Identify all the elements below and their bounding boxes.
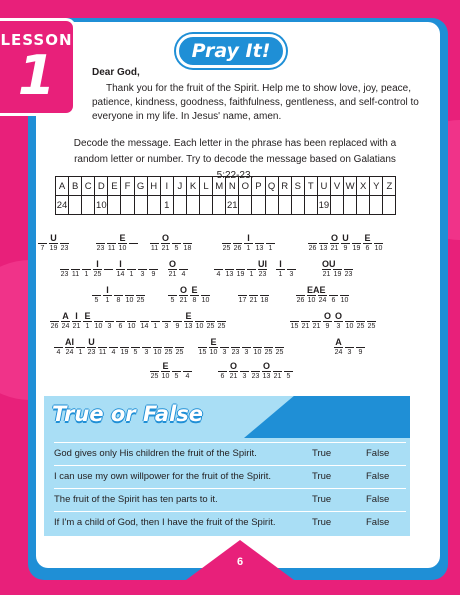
key-letter-cell: V — [330, 177, 343, 196]
code-number: 24 — [334, 349, 343, 356]
code-number: 25 — [164, 349, 173, 356]
code-number: 21 — [249, 297, 258, 304]
puzzle-word — [322, 258, 355, 280]
code-number: 1 — [84, 271, 89, 278]
code-number: 17 — [238, 297, 247, 304]
code-number: 23 — [60, 245, 69, 252]
code-number: 13 — [319, 245, 328, 252]
false-option[interactable]: False — [366, 471, 390, 482]
true-false-panel — [44, 396, 410, 536]
puzzle-word — [54, 336, 186, 358]
code-number: 10 — [209, 349, 218, 356]
code-number — [104, 270, 113, 280]
code-number: 8 — [116, 297, 121, 304]
key-code-cell[interactable] — [69, 196, 82, 215]
answer-blank[interactable]: U — [50, 233, 57, 243]
statement-text: God gives only His children the fruit of the Spirit. — [54, 448, 257, 459]
code-number: 25 — [222, 245, 231, 252]
code-number: 1 — [246, 245, 251, 252]
code-number: 23 — [96, 245, 105, 252]
key-code-cell[interactable] — [121, 196, 134, 215]
code-number: 21 — [322, 271, 331, 278]
answer-blank[interactable]: I — [244, 233, 253, 244]
code-number: 10 — [307, 297, 316, 304]
code-number: 21 — [273, 373, 282, 380]
code-number: 5 — [133, 349, 138, 356]
answer-blank[interactable]: E — [210, 337, 217, 347]
code-number: 15 — [290, 323, 299, 330]
code-number: 10 — [345, 323, 354, 330]
puzzle-word — [38, 232, 71, 254]
answer-blank[interactable]: U — [342, 233, 349, 243]
key-code-cell[interactable] — [344, 196, 357, 215]
code-number: 18 — [260, 297, 269, 304]
true-option[interactable]: True — [312, 471, 332, 482]
code-number: 26 — [233, 245, 242, 252]
code-number: 10 — [201, 297, 210, 304]
key-code-cell[interactable] — [186, 196, 199, 215]
puzzle-word — [334, 336, 367, 358]
code-number: 25 — [136, 297, 145, 304]
code-number: 21 — [301, 323, 310, 330]
answer-blank[interactable]: UI — [258, 259, 267, 269]
code-number: 1 — [268, 245, 273, 252]
key-letter-cell: R — [278, 177, 291, 196]
code-number: 13 — [255, 245, 264, 252]
key-letter-cell: I — [160, 177, 173, 196]
key-letter-cell: B — [69, 177, 82, 196]
key-letter-cell: U — [317, 177, 330, 196]
code-number: 11 — [98, 349, 107, 356]
code-number: 4 — [111, 349, 116, 356]
key-code-cell[interactable] — [173, 196, 186, 215]
puzzle-word — [96, 232, 140, 254]
code-number: 5 — [170, 297, 175, 304]
key-letter-cell: M — [213, 177, 226, 196]
code-number: 21 — [179, 297, 188, 304]
answer-blank[interactable]: O — [168, 259, 176, 269]
key-code-cell[interactable]: 21 — [226, 196, 239, 215]
code-number: 10 — [161, 373, 170, 380]
puzzle-word — [60, 258, 115, 280]
key-code-cell[interactable] — [82, 196, 95, 215]
answer-blank[interactable]: I — [276, 259, 285, 270]
key-letter-cell: T — [304, 177, 317, 196]
code-number: 9 — [358, 349, 363, 356]
code-number: 4 — [185, 373, 190, 380]
statement-text: If I'm a child of God, then I have the fruit of the Spirit. — [54, 517, 276, 528]
answer-blank[interactable]: A — [335, 337, 342, 347]
code-number: 10 — [253, 349, 262, 356]
code-number: 21 — [168, 271, 177, 278]
key-letter-cell: X — [357, 177, 370, 196]
answer-blank[interactable]: O — [262, 361, 270, 371]
code-number: 24 — [65, 349, 74, 356]
puzzle-word — [222, 232, 277, 254]
code-number: 5 — [286, 373, 291, 380]
key-letter-cell: Y — [370, 177, 383, 196]
code-number: 3 — [242, 373, 247, 380]
key-letter-cell: A — [56, 177, 69, 196]
true-false-row — [54, 465, 406, 487]
key-code-cell[interactable]: 1 — [160, 196, 173, 215]
answer-blank[interactable]: O — [334, 311, 342, 321]
code-number: 5 — [174, 373, 179, 380]
code-number: 21 — [330, 245, 339, 252]
key-letter-cell: P — [252, 177, 265, 196]
key-letter-cell: J — [173, 177, 186, 196]
key-code-cell[interactable] — [213, 196, 226, 215]
puzzle-word — [214, 258, 269, 280]
code-number: 10 — [118, 245, 127, 252]
code-number: 1 — [153, 323, 158, 330]
code-number: 3 — [347, 349, 352, 356]
code-number: 1 — [129, 271, 134, 278]
code-number: 21 — [312, 323, 321, 330]
key-letter-cell: N — [226, 177, 239, 196]
key-letter-cell: D — [95, 177, 108, 196]
code-number: 5 — [94, 297, 99, 304]
code-number: 9 — [325, 323, 330, 330]
code-number: 3 — [140, 271, 145, 278]
puzzle-word — [150, 232, 194, 254]
answer-blank[interactable]: U — [88, 337, 95, 347]
answer-blank[interactable]: E — [84, 311, 91, 321]
code-number: 10 — [374, 245, 383, 252]
true-false-row — [54, 511, 406, 533]
answer-blank[interactable]: I — [93, 259, 102, 270]
code-number: 25 — [150, 373, 159, 380]
code-number: 11 — [107, 245, 116, 252]
false-option[interactable]: False — [366, 448, 390, 459]
statement-text: The fruit of the Spirit has ten parts to it. — [54, 494, 218, 505]
key-code-cell[interactable] — [370, 196, 383, 215]
answer-blank[interactable]: O — [229, 361, 237, 371]
cipher-codes-row — [56, 196, 396, 215]
code-number: 18 — [183, 245, 192, 252]
code-number: 1 — [78, 349, 83, 356]
code-number: 13 — [184, 323, 193, 330]
answer-blank[interactable]: O — [323, 311, 331, 321]
key-code-cell[interactable]: 24 — [56, 196, 69, 215]
page-number: 6 — [236, 556, 244, 568]
code-number: 3 — [289, 271, 294, 278]
answer-blank[interactable]: E — [119, 233, 126, 243]
code-number: 11 — [150, 245, 159, 252]
code-number: 25 — [206, 323, 215, 330]
code-number: 23 — [258, 271, 267, 278]
key-code-cell[interactable] — [383, 196, 396, 215]
puzzle-word — [276, 258, 298, 280]
prayer-greeting: Dear God, — [92, 67, 140, 78]
key-code-cell[interactable]: 10 — [95, 196, 108, 215]
code-number: 10 — [340, 297, 349, 304]
code-number: 15 — [198, 349, 207, 356]
key-code-cell[interactable] — [134, 196, 147, 215]
true-option[interactable]: True — [312, 494, 332, 505]
code-number: 21 — [72, 323, 81, 330]
lesson-label: LESSON — [0, 31, 73, 49]
code-number: 19 — [236, 271, 245, 278]
key-code-cell[interactable] — [239, 196, 252, 215]
prayer-body: Thank you for the fruit of the Spirit. Help me to show love, joy, peace, patience, kindness, goodness, faithfulness, gentleness, and self-control to everyone in my life. In Jesus' name, amen. — [92, 83, 419, 122]
code-number: 25 — [93, 271, 102, 278]
key-code-cell[interactable] — [108, 196, 121, 215]
key-letter-cell: E — [108, 177, 121, 196]
key-code-cell[interactable] — [200, 196, 213, 215]
code-number: 19 — [49, 245, 58, 252]
false-option[interactable]: False — [366, 517, 390, 528]
key-code-cell[interactable] — [357, 196, 370, 215]
puzzle-word — [290, 310, 378, 332]
puzzle-word — [168, 284, 212, 306]
true-option[interactable]: True — [312, 517, 332, 528]
key-letter-cell: F — [121, 177, 134, 196]
code-number: 26 — [308, 245, 317, 252]
true-false-row — [54, 442, 406, 464]
code-number: 19 — [352, 245, 361, 252]
code-number: 3 — [144, 349, 149, 356]
true-option[interactable]: True — [312, 448, 332, 459]
code-number: 25 — [356, 323, 365, 330]
answer-blank[interactable]: EA — [307, 285, 320, 295]
answer-blank[interactable]: E — [185, 311, 192, 321]
code-number: 24 — [318, 297, 327, 304]
answer-blank[interactable]: I — [116, 259, 125, 270]
code-number: 3 — [164, 323, 169, 330]
key-letter-cell: Q — [265, 177, 278, 196]
code-number: 25 — [367, 323, 376, 330]
false-option[interactable]: False — [366, 494, 390, 505]
code-number: 24 — [61, 323, 70, 330]
code-number: 1 — [249, 271, 254, 278]
panel-accent-stripe — [244, 396, 410, 438]
answer-blank[interactable]: AI — [65, 337, 74, 347]
answer-blank[interactable]: OU — [322, 259, 336, 269]
cipher-key-table — [55, 176, 396, 215]
code-number: 3 — [244, 349, 249, 356]
puzzle-word — [308, 232, 385, 254]
code-number: 23 — [231, 349, 240, 356]
lesson-number: 1 — [17, 44, 56, 107]
code-number: 10 — [127, 323, 136, 330]
key-code-cell[interactable]: 19 — [317, 196, 330, 215]
code-number: 26 — [50, 323, 59, 330]
page-title: Pray It! — [176, 34, 286, 68]
code-number: 23 — [251, 373, 260, 380]
key-code-cell[interactable] — [265, 196, 278, 215]
code-number: 10 — [94, 323, 103, 330]
key-code-cell[interactable] — [278, 196, 291, 215]
code-number: 23 — [87, 349, 96, 356]
code-number: 8 — [192, 297, 197, 304]
code-number: 9 — [343, 245, 348, 252]
statement-text: I can use my own willpower for the fruit of the Spirit. — [54, 471, 272, 482]
code-number: 5 — [174, 245, 179, 252]
answer-blank[interactable]: O — [161, 233, 169, 243]
answer-blank[interactable]: I — [72, 311, 81, 322]
code-number: 3 — [222, 349, 227, 356]
code-number: 14 — [140, 323, 149, 330]
code-number: 4 — [56, 349, 61, 356]
answer-blank[interactable]: A — [62, 311, 69, 321]
key-letter-cell: H — [147, 177, 160, 196]
key-code-cell[interactable] — [147, 196, 160, 215]
puzzle-word — [238, 284, 271, 306]
code-number: 23 — [344, 271, 353, 278]
code-number: 25 — [175, 349, 184, 356]
code-number: 13 — [262, 373, 271, 380]
cipher-letters-row — [56, 177, 396, 196]
puzzle-word — [116, 258, 160, 280]
code-number: 1 — [85, 323, 90, 330]
code-number: 6 — [220, 373, 225, 380]
true-false-row — [54, 488, 406, 510]
code-number: 3 — [336, 323, 341, 330]
code-number: 4 — [216, 271, 221, 278]
answer-blank[interactable]: E — [319, 285, 326, 295]
answer-blank[interactable]: I — [103, 285, 112, 296]
prayer-text-block — [92, 66, 427, 124]
puzzle-word — [168, 258, 190, 280]
key-letter-cell: L — [200, 177, 213, 196]
answer-blank[interactable]: O — [330, 233, 338, 243]
code-number — [129, 244, 138, 254]
puzzle-word — [198, 336, 286, 358]
code-number: 23 — [60, 271, 69, 278]
code-number: 6 — [365, 245, 370, 252]
code-number: 25 — [264, 349, 273, 356]
code-number: 3 — [107, 323, 112, 330]
code-number: 7 — [40, 245, 45, 252]
code-number: 25 — [217, 323, 226, 330]
code-number: 1 — [278, 271, 283, 278]
key-letter-cell: S — [291, 177, 304, 196]
code-number: 4 — [181, 271, 186, 278]
code-number: 6 — [331, 297, 336, 304]
puzzle-word — [92, 284, 147, 306]
key-letter-cell: W — [344, 177, 357, 196]
puzzle-word — [296, 284, 351, 306]
code-number: 19 — [333, 271, 342, 278]
answer-blank[interactable]: E — [162, 361, 169, 371]
key-code-cell[interactable] — [330, 196, 343, 215]
key-letter-cell: O — [239, 177, 252, 196]
puzzle-instructions: Decode the message. Each letter in the phrase has been replaced with a random letter or number. Try to decode the message based on Galatians 5:22-23. — [73, 138, 397, 181]
key-letter-cell: K — [186, 177, 199, 196]
code-number: 10 — [153, 349, 162, 356]
key-code-cell[interactable] — [304, 196, 317, 215]
puzzle-word — [50, 310, 138, 332]
answer-blank[interactable]: E — [191, 285, 198, 295]
code-number: 6 — [118, 323, 123, 330]
puzzle-word — [218, 360, 295, 382]
puzzle-word — [150, 360, 194, 382]
code-number: 19 — [120, 349, 129, 356]
code-number: 10 — [125, 297, 134, 304]
key-code-cell[interactable] — [252, 196, 265, 215]
key-code-cell[interactable] — [291, 196, 304, 215]
key-letter-cell: Z — [383, 177, 396, 196]
answer-blank[interactable]: E — [364, 233, 371, 243]
lesson-badge — [0, 18, 76, 116]
key-letter-cell: G — [134, 177, 147, 196]
code-number: 9 — [151, 271, 156, 278]
code-number: 14 — [116, 271, 125, 278]
true-false-title: True or False — [52, 402, 204, 426]
code-number: 9 — [175, 323, 180, 330]
code-number: 10 — [195, 323, 204, 330]
code-number: 21 — [229, 373, 238, 380]
code-number: 11 — [71, 271, 80, 278]
code-number: 26 — [296, 297, 305, 304]
code-number: 21 — [161, 245, 170, 252]
puzzle-word — [140, 310, 228, 332]
answer-blank[interactable]: O — [179, 285, 187, 295]
code-number: 25 — [275, 349, 284, 356]
code-number: 1 — [105, 297, 110, 304]
code-number: 13 — [225, 271, 234, 278]
key-letter-cell: C — [82, 177, 95, 196]
